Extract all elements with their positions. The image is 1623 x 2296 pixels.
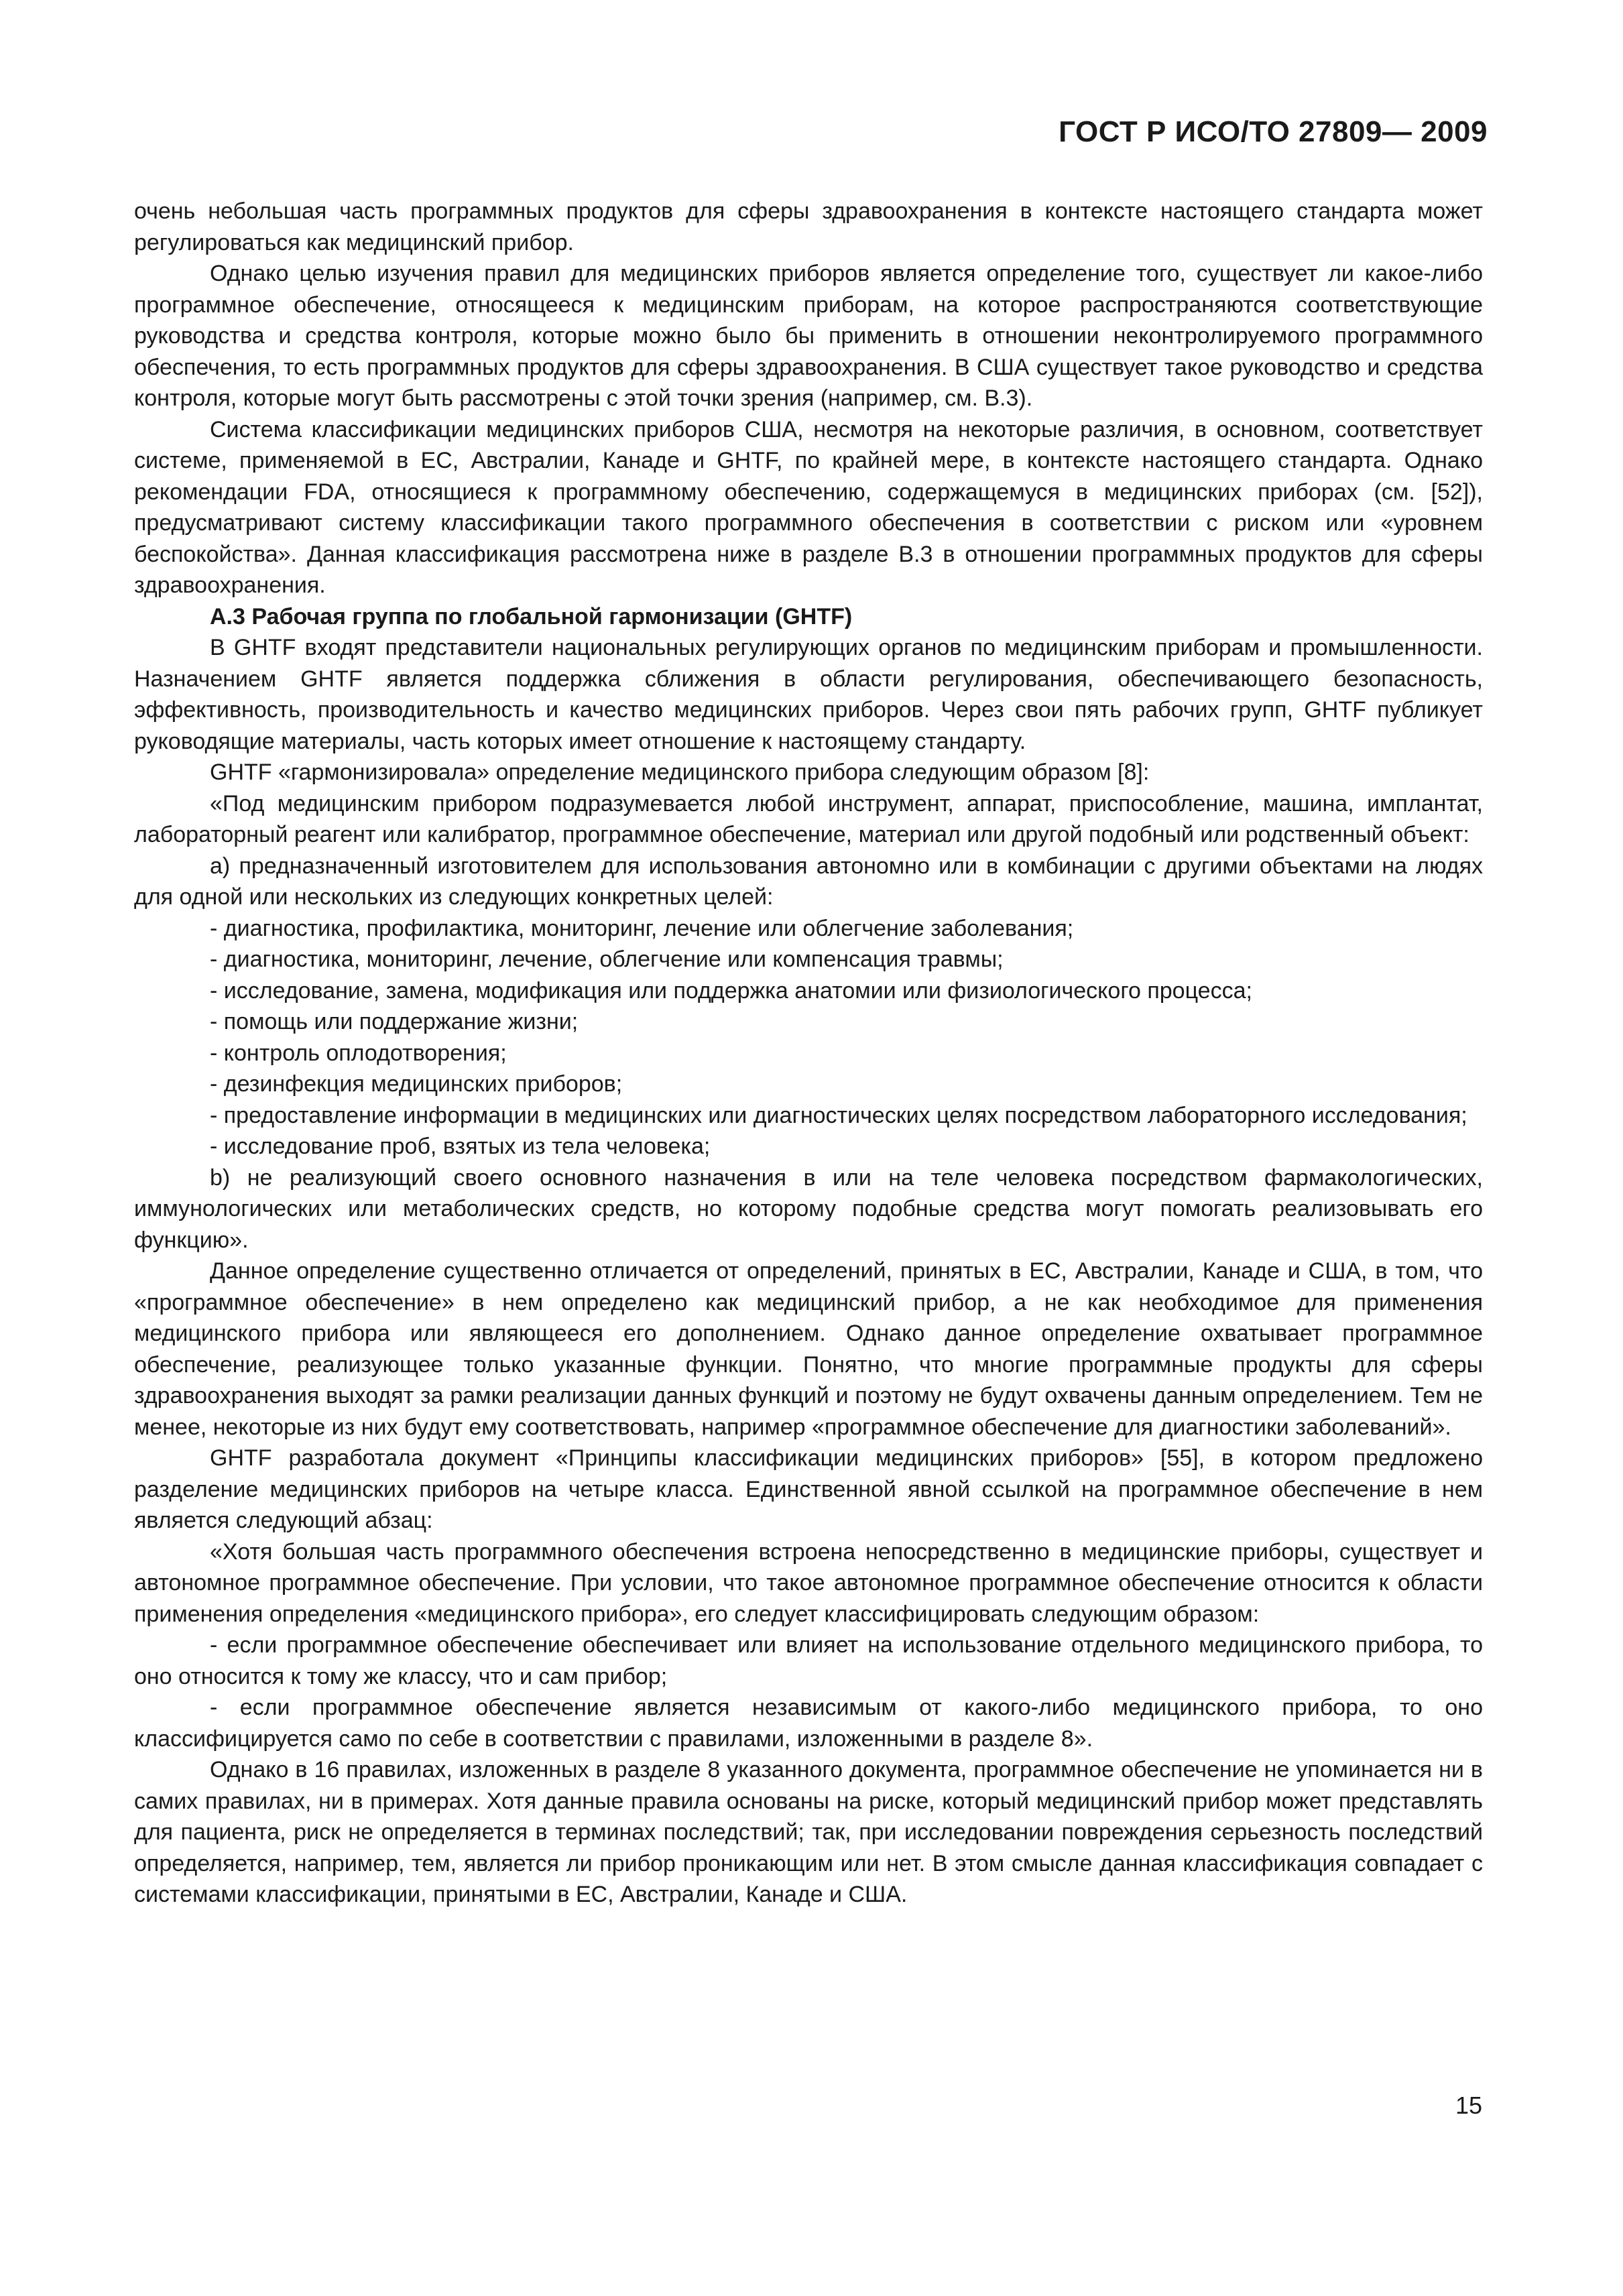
section-heading-a3: А.3 Рабочая группа по глобальной гармонизации (GHTF): [210, 603, 853, 629]
paragraph-ghtf-intro: В GHTF входят представители национальных регулирующих органов по медицинским приборам и промышленности. Назначением GHTF является поддержка сближения в области регулирования, обеспечивающего безопасность, эффективность, производительность и качество медицинских приборов. Через свои пять рабочих групп, GHTF публикует руководящие материалы, часть которых имеет отношение к настоящему стандарту.: [134, 635, 1483, 754]
paragraph-continuation: очень небольшая часть программных продуктов для сферы здравоохранения в контексте настоящего стандарта может регулироваться как медицинский прибор.: [134, 198, 1483, 255]
list-item-a: а) предназначенный изготовителем для использования автономно или в комбинации с другими объектами на людях для одной или нескольких из следующих конкретных целей:: [134, 853, 1483, 910]
list-item-dash: - исследование проб, взятых из тела человека;: [210, 1134, 711, 1159]
list-item-dash: - диагностика, профилактика, мониторинг, лечение или облегчение заболевания;: [210, 915, 1074, 941]
list-item-dash: - диагностика, мониторинг, лечение, облегчение или компенсация травмы;: [210, 947, 1004, 972]
quote-definition-start: «Под медицинским прибором подразумевается любой инструмент, аппарат, приспособление, машина, имплантат, лабораторный реагент или калибратор, программное обеспечение, материал или другой подобный или родственный объект:: [134, 790, 1483, 847]
paragraph-definition-difference: Данное определение существенно отличается от определений, принятых в ЕС, Австралии, Канаде и США, в том, что «программное обеспечение» в нем определено как медицинский прибор, а не как необходимое для применения медицинского прибора или являющееся его дополнением. Однако данное определение охватывает программное обеспечение, реализующее только указанные функции. Понятно, что многие программные продукты для сферы здравоохранения выходят за рамки реализации данных функций и поэтому не будут охвачены данным определением. Тем не менее, некоторые из них будут ему соответствовать, например «программное обеспечение для диагностики заболеваний».: [134, 1258, 1483, 1440]
list-item-dash: - если программное обеспечение обеспечивает или влияет на использование отдельного медицинского прибора, то оно относится к тому же классу, что и сам прибор;: [134, 1632, 1483, 1689]
document-header: ГОСТ Р ИСО/ТО 27809— 2009: [1059, 115, 1488, 148]
page-number: 15: [1455, 2092, 1482, 2119]
paragraph-ghtf-definition: GHTF «гармонизировала» определение медицинского прибора следующим образом [8]:: [210, 760, 1150, 785]
paragraph-us-classification: Система классификации медицинских приборов США, несмотря на некоторые различия, в основном, соответствует системе, применяемой в ЕС, Австралии, Канаде и GHTF, по крайней мере, в контексте настоящего стандарта. Однако рекомендации FDA, относящиеся к программному обеспечению, содержащемуся в медицинских приборах (см. [52]), предусматривают систему классификации такого программного обеспечения в соответствии с риском или «уровнем беспокойства». Данная классификация рассмотрена ниже в разделе В.3 в отношении программных продуктов для сферы здравоохранения.: [134, 416, 1483, 598]
paragraph-ghtf-document: GHTF разработала документ «Принципы классификации медицинских приборов» [55], в котором предложено разделение медицинских приборов на четыре класса. Единственной явной ссылкой на программное обеспечение в нем является следующий абзац:: [134, 1445, 1483, 1533]
list-item-b: b) не реализующий своего основного назначения в или на теле человека посредством фармакологических, иммунологических или метаболических средств, но которому подобные средства могут помогать реализовывать его функцию».: [134, 1164, 1483, 1253]
paragraph-16-rules: Однако в 16 правилах, изложенных в разделе 8 указанного документа, программное обеспечение не упоминается ни в самих правилах, ни в примерах. Хотя данные правила основаны на риске, который медицинский прибор может представлять для пациента, риск не определяется в терминах последствий; так, при исследовании повреждения серьезность последствий определяется, например, тем, является ли прибор проникающим или нет. В этом смысле данная классификация совпадает с системами классификации, принятыми в ЕС, Австралии, Канаде и США.: [134, 1757, 1483, 1907]
list-item-dash: - предоставление информации в медицинских или диагностических целях посредством лабораторного исследования;: [210, 1102, 1467, 1128]
list-item-dash: - помощь или поддержание жизни;: [210, 1009, 579, 1034]
quote-software-start: «Хотя большая часть программного обеспечения встроена непосредственно в медицинские приборы, существует и автономное программное обеспечение. При условии, что такое автономное программное обеспечение относится к области применения определения «медицинского прибора», его следует классифицировать следующим образом:: [134, 1538, 1483, 1627]
document-body: [134, 196, 1483, 1911]
list-item-dash: - контроль оплодотворения;: [210, 1040, 507, 1066]
list-item-dash: - дезинфекция медицинских приборов;: [210, 1071, 623, 1097]
list-item-dash: - если программное обеспечение является независимым от какого-либо медицинского прибора, то оно классифицируется само по себе в соответствии с правилами, изложенными в разделе 8».: [134, 1695, 1483, 1752]
list-item-dash: - исследование, замена, модификация или поддержка анатомии или физиологического процесса;: [210, 977, 1252, 1004]
paragraph-regulation-goal: Однако целью изучения правил для медицинских приборов является определение того, существует ли какое-либо программное обеспечение, относящееся к медицинским приборам, на которое распространяются соответствующие руководства и средства контроля, которые можно было бы применить в отношении неконтролируемого программного обеспечения, то есть программных продуктов для сферы здравоохранения. В США существует такое руководство и средства контроля, которые могут быть рассмотрены с этой точки зрения (например, см. В.3).: [134, 261, 1483, 411]
